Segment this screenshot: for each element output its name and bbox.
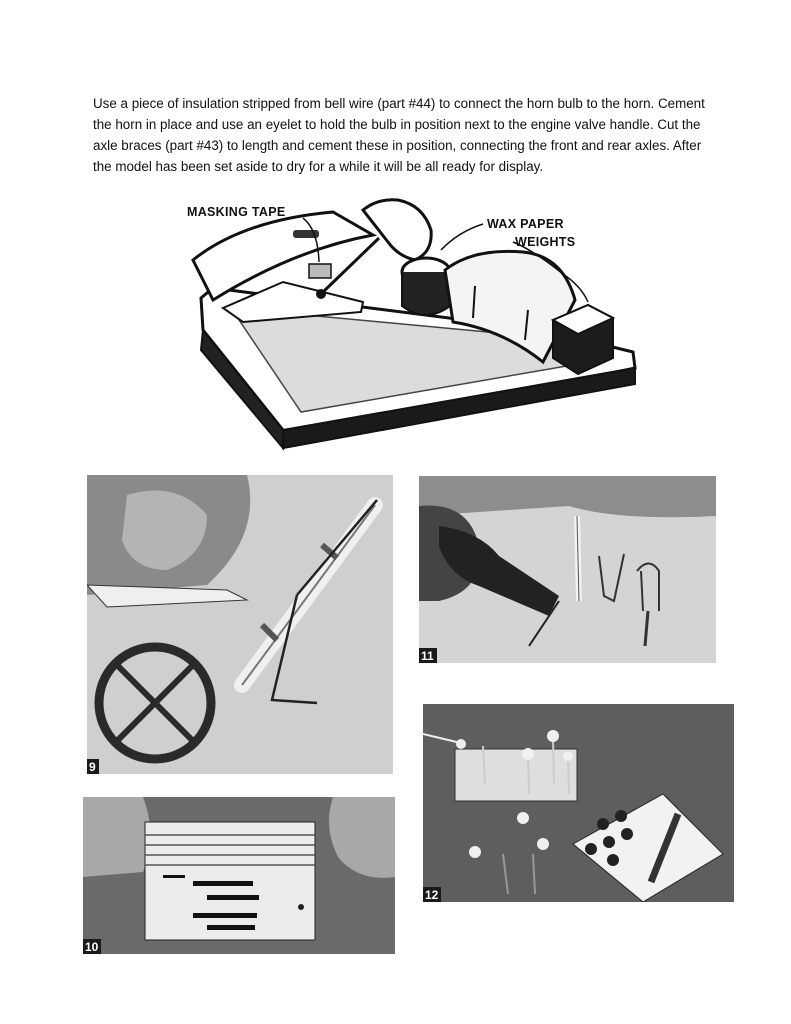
instruction-paragraph: Use a piece of insulation stripped from bell wire (part #44) to connect the horn bulb to the horn. Cement the horn in place and use an eyelet to hold the bulb in position next to the engine valve handle. Cut the axle braces (part #43) to length and cement these in position, connecting the front and rear axles. After the model has been set aside to dry for a while it will be all ready for display. xyxy=(93,96,705,174)
label-masking-tape: MASKING TAPE xyxy=(187,205,286,219)
photo-11 xyxy=(419,476,716,663)
photo-number-11: 11 xyxy=(419,648,437,663)
photo-12 xyxy=(423,704,734,902)
photo-number-10: 10 xyxy=(83,939,101,954)
photo-10 xyxy=(83,797,395,954)
photo-number-12: 12 xyxy=(423,887,441,902)
photo-number-9: 9 xyxy=(87,759,99,774)
label-wax-paper: WAX PAPER xyxy=(487,217,564,231)
label-weights: WEIGHTS xyxy=(515,235,576,249)
photo-9 xyxy=(87,475,393,774)
assembly-illustration xyxy=(183,190,643,452)
